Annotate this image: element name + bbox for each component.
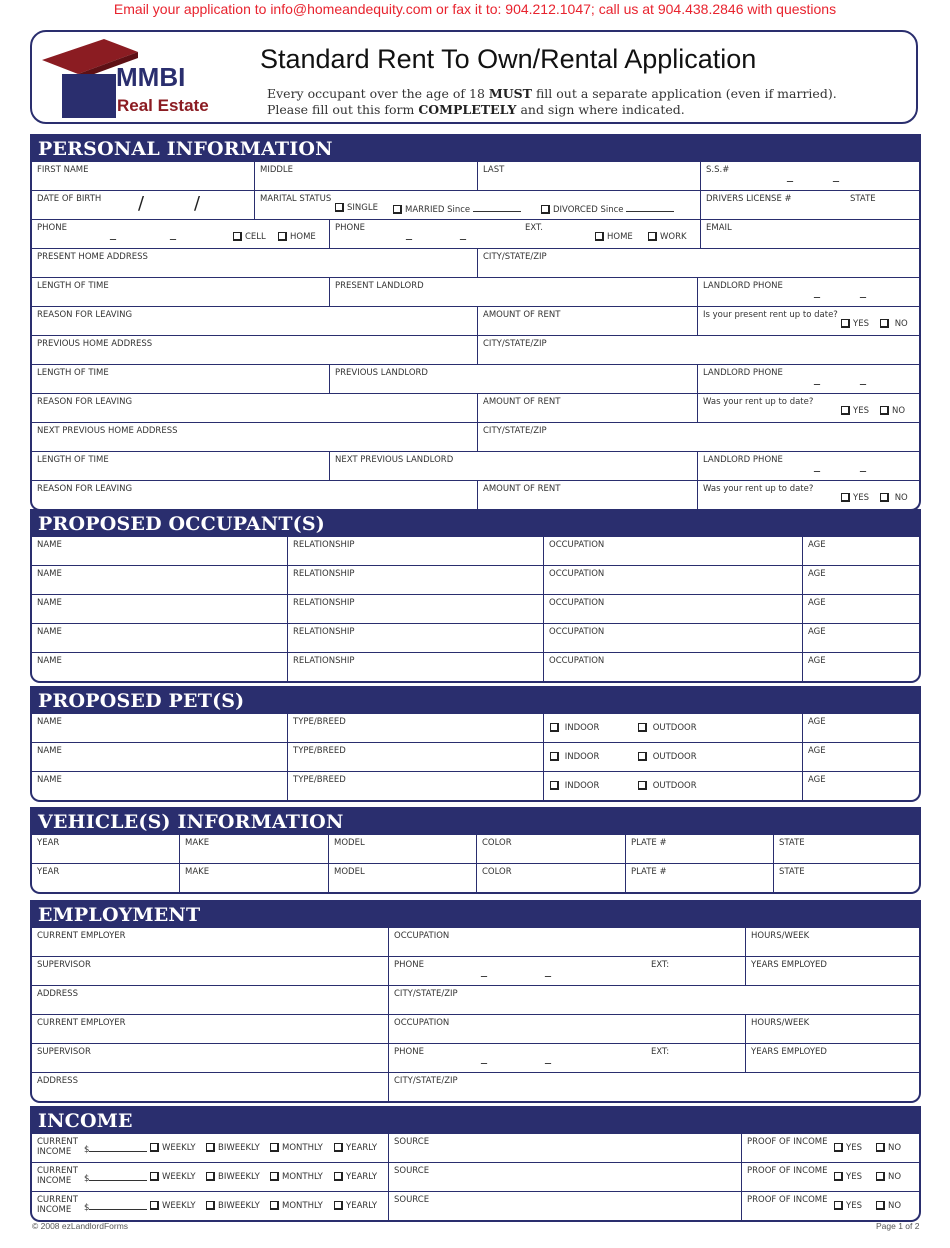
current-income-field[interactable]: CURRENT INCOME $ WEEKLY BIWEEKLY MONTHLY YEARLY bbox=[32, 1192, 389, 1220]
occupant-name-field[interactable]: NAME bbox=[32, 653, 288, 681]
vehicles-section bbox=[30, 807, 921, 894]
contact-notice: Email your application to info@homeandequity.com or fax it to: 904.212.1047; call us at 904.438.2846 with questions bbox=[113, 1, 837, 17]
next-previous-city-field[interactable]: CITY/STATE/ZIP bbox=[483, 426, 547, 436]
previous-landlord-field[interactable]: PREVIOUS LANDLORD bbox=[330, 365, 698, 393]
pet-name-field[interactable]: NAME bbox=[32, 743, 288, 771]
vehicle-plate-field[interactable]: PLATE # bbox=[626, 864, 774, 892]
employment-section bbox=[30, 900, 921, 1103]
page-title: Standard Rent To Own/Rental Application bbox=[260, 44, 757, 74]
email-field[interactable]: EMAIL bbox=[706, 223, 732, 233]
present-rent-current-field: Is your present rent up to date? YES NO bbox=[703, 310, 908, 329]
section-header: PROPOSED PET(S) bbox=[32, 686, 919, 714]
intro-line-1: Every occupant over the age of 18 MUST fill out a separate application (even if married). bbox=[267, 86, 837, 101]
employer-city-field[interactable]: CITY/STATE/ZIP bbox=[394, 989, 458, 999]
employer-phone-field[interactable]: PHONE _ _ EXT: bbox=[389, 1044, 746, 1072]
first-name-field[interactable]: FIRST NAME bbox=[32, 162, 255, 190]
occupant-name-field[interactable]: NAME bbox=[32, 537, 288, 565]
vehicle-model-field[interactable]: MODEL bbox=[329, 835, 477, 863]
home-checkbox-2[interactable]: HOME bbox=[595, 232, 633, 242]
present-yes-checkbox[interactable]: YES bbox=[841, 319, 869, 329]
previous-landlord-phone-field[interactable]: LANDLORD PHONE _ _ bbox=[703, 368, 866, 385]
outdoor-checkbox[interactable]: OUTDOOR bbox=[638, 723, 697, 733]
income-section bbox=[30, 1106, 921, 1222]
supervisor-field[interactable]: SUPERVISOR bbox=[32, 957, 389, 985]
pet-type-field[interactable]: TYPE/BREED bbox=[288, 772, 544, 800]
section-header: PERSONAL INFORMATION bbox=[32, 134, 919, 162]
next-previous-landlord-field[interactable]: NEXT PREVIOUS LANDLORD bbox=[330, 452, 698, 480]
vehicle-state-field[interactable]: STATE bbox=[779, 867, 805, 877]
hours-week-field[interactable]: HOURS/WEEK bbox=[751, 931, 810, 941]
proof-no-checkbox[interactable]: NO bbox=[876, 1143, 901, 1153]
occupant-name-field[interactable]: NAME bbox=[32, 595, 288, 623]
indoor-checkbox[interactable]: INDOOR bbox=[550, 781, 599, 791]
occupant-row bbox=[32, 566, 919, 595]
weekly-checkbox[interactable]: WEEKLY bbox=[150, 1172, 196, 1182]
middle-name-field[interactable]: MIDDLE bbox=[255, 162, 478, 190]
occupant-name-field[interactable]: NAME bbox=[32, 566, 288, 594]
pet-age-field[interactable]: AGE bbox=[808, 775, 826, 785]
monthly-checkbox[interactable]: MONTHLY bbox=[270, 1143, 323, 1153]
next-previous-landlord-phone-field[interactable]: LANDLORD PHONE _ _ bbox=[703, 455, 866, 472]
pet-age-field[interactable]: AGE bbox=[808, 717, 826, 727]
date-of-birth-field[interactable]: DATE OF BIRTH / / bbox=[32, 191, 255, 219]
pet-type-field[interactable]: TYPE/BREED bbox=[288, 714, 544, 742]
monthly-checkbox[interactable]: MONTHLY bbox=[270, 1201, 323, 1211]
occupant-row bbox=[32, 624, 919, 653]
present-rent-field[interactable]: AMOUNT OF RENT bbox=[478, 307, 698, 335]
employer-address-field[interactable]: ADDRESS bbox=[32, 1073, 389, 1101]
yearly-checkbox[interactable]: YEARLY bbox=[334, 1201, 377, 1211]
employer-address-field[interactable]: ADDRESS bbox=[32, 986, 389, 1014]
indoor-checkbox[interactable]: INDOOR bbox=[550, 723, 599, 733]
vehicle-model-field[interactable]: MODEL bbox=[329, 864, 477, 892]
next-previous-no-checkbox[interactable]: NO bbox=[880, 493, 908, 503]
occupant-name-field[interactable]: NAME bbox=[32, 624, 288, 652]
next-previous-rent-current-field: Was your rent up to date? YES NO bbox=[703, 484, 908, 503]
proposed-occupants-section bbox=[30, 509, 921, 683]
biweekly-checkbox[interactable]: BIWEEKLY bbox=[206, 1201, 260, 1211]
proof-yes-checkbox[interactable]: YES bbox=[834, 1143, 862, 1153]
present-length-field[interactable]: LENGTH OF TIME bbox=[32, 278, 330, 306]
intro-line-2: Please fill out this form COMPLETELY and sign where indicated. bbox=[267, 102, 685, 117]
weekly-checkbox[interactable]: WEEKLY bbox=[150, 1201, 196, 1211]
next-previous-length-field[interactable]: LENGTH OF TIME bbox=[32, 452, 330, 480]
vehicle-year-field[interactable]: YEAR bbox=[32, 864, 180, 892]
occupant-relationship-field[interactable]: RELATIONSHIP bbox=[288, 537, 544, 565]
next-previous-reason-field[interactable]: REASON FOR LEAVING bbox=[32, 481, 478, 509]
occupant-age-field[interactable]: AGE bbox=[808, 598, 826, 608]
divorced-checkbox[interactable]: DIVORCED Since bbox=[541, 203, 674, 215]
home-checkbox[interactable]: HOME bbox=[278, 232, 316, 242]
vehicle-make-field[interactable]: MAKE bbox=[180, 835, 329, 863]
yearly-checkbox[interactable]: YEARLY bbox=[334, 1172, 377, 1182]
pet-name-field[interactable]: NAME bbox=[32, 772, 288, 800]
vehicle-plate-field[interactable]: PLATE # bbox=[626, 835, 774, 863]
pet-location-field bbox=[544, 714, 803, 742]
occupant-age-field[interactable]: AGE bbox=[808, 540, 826, 550]
present-no-checkbox[interactable]: NO bbox=[880, 319, 908, 329]
previous-address-field[interactable]: PREVIOUS HOME ADDRESS bbox=[32, 336, 478, 364]
occupant-relationship-field[interactable]: RELATIONSHIP bbox=[288, 624, 544, 652]
married-checkbox[interactable]: MARRIED Since bbox=[393, 203, 521, 215]
pet-name-field[interactable]: NAME bbox=[32, 714, 288, 742]
work-checkbox[interactable]: WORK bbox=[648, 232, 687, 242]
income-row bbox=[32, 1192, 919, 1220]
employment-occupation-field[interactable]: OCCUPATION bbox=[389, 928, 746, 956]
next-previous-address-field[interactable]: NEXT PREVIOUS HOME ADDRESS bbox=[32, 423, 478, 451]
marital-status-field: MARITAL STATUS SINGLE MARRIED Since DIVORCED Since bbox=[255, 191, 701, 219]
proof-of-income-field: PROOF OF INCOME YES NO bbox=[747, 1195, 902, 1211]
vehicle-year-field[interactable]: YEAR bbox=[32, 835, 180, 863]
income-source-field[interactable]: SOURCE bbox=[389, 1192, 742, 1220]
copyright-footer: © 2008 ezLandlordForms bbox=[32, 1221, 129, 1231]
income-source-field[interactable]: SOURCE bbox=[389, 1163, 742, 1191]
single-checkbox[interactable]: SINGLE bbox=[335, 203, 378, 213]
supervisor-field[interactable]: SUPERVISOR bbox=[32, 1044, 389, 1072]
monthly-checkbox[interactable]: MONTHLY bbox=[270, 1172, 323, 1182]
proof-of-income-field: PROOF OF INCOME YES NO bbox=[747, 1166, 902, 1182]
vehicle-color-field[interactable]: COLOR bbox=[477, 835, 626, 863]
present-reason-field[interactable]: REASON FOR LEAVING bbox=[32, 307, 478, 335]
weekly-checkbox[interactable]: WEEKLY bbox=[150, 1143, 196, 1153]
vehicle-row bbox=[32, 864, 919, 892]
occupant-row bbox=[32, 595, 919, 624]
personal-information-section bbox=[30, 134, 921, 511]
present-landlord-field[interactable]: PRESENT LANDLORD bbox=[330, 278, 698, 306]
occupant-row bbox=[32, 653, 919, 681]
yearly-checkbox[interactable]: YEARLY bbox=[334, 1143, 377, 1153]
pet-row bbox=[32, 743, 919, 772]
ssn-field[interactable]: S.S.# _ _ bbox=[706, 165, 839, 182]
income-row bbox=[32, 1163, 919, 1192]
occupant-relationship-field[interactable]: RELATIONSHIP bbox=[288, 566, 544, 594]
occupant-relationship-field[interactable]: RELATIONSHIP bbox=[288, 595, 544, 623]
years-employed-field[interactable]: YEARS EMPLOYED bbox=[751, 960, 827, 970]
drivers-license-field[interactable]: DRIVERS LICENSE # STATE bbox=[706, 194, 876, 204]
vehicle-color-field[interactable]: COLOR bbox=[477, 864, 626, 892]
current-income-field[interactable]: CURRENT INCOME $ WEEKLY BIWEEKLY MONTHLY YEARLY bbox=[32, 1163, 389, 1191]
proof-no-checkbox[interactable]: NO bbox=[876, 1172, 901, 1182]
hours-week-field[interactable]: HOURS/WEEK bbox=[751, 1018, 810, 1028]
pet-age-field[interactable]: AGE bbox=[808, 746, 826, 756]
cell-checkbox[interactable]: CELL bbox=[233, 232, 266, 242]
present-city-field[interactable]: CITY/STATE/ZIP bbox=[483, 252, 547, 262]
pet-row bbox=[32, 714, 919, 743]
outdoor-checkbox[interactable]: OUTDOOR bbox=[638, 781, 697, 791]
vehicle-row bbox=[32, 835, 919, 864]
logo-word-mmbi: MMBI bbox=[116, 62, 186, 92]
occupant-age-field[interactable]: AGE bbox=[808, 627, 826, 637]
outdoor-checkbox[interactable]: OUTDOOR bbox=[638, 752, 697, 762]
biweekly-checkbox[interactable]: BIWEEKLY bbox=[206, 1172, 260, 1182]
last-name-field[interactable]: LAST bbox=[478, 162, 701, 190]
vehicle-make-field[interactable]: MAKE bbox=[180, 864, 329, 892]
section-header: VEHICLE(S) INFORMATION bbox=[32, 807, 919, 835]
indoor-checkbox[interactable]: INDOOR bbox=[550, 752, 599, 762]
occupant-occupation-field[interactable]: OCCUPATION bbox=[544, 537, 803, 565]
years-employed-field[interactable]: YEARS EMPLOYED bbox=[751, 1047, 827, 1057]
previous-rent-field[interactable]: AMOUNT OF RENT bbox=[478, 394, 698, 422]
occupant-age-field[interactable]: AGE bbox=[808, 656, 826, 666]
previous-reason-field[interactable]: REASON FOR LEAVING bbox=[32, 394, 478, 422]
occupant-relationship-field[interactable]: RELATIONSHIP bbox=[288, 653, 544, 681]
occupant-occupation-field[interactable]: OCCUPATION bbox=[544, 624, 803, 652]
pet-location-field bbox=[544, 743, 803, 771]
employment-occupation-field[interactable]: OCCUPATION bbox=[389, 1015, 746, 1043]
occupant-row bbox=[32, 537, 919, 566]
section-header: EMPLOYMENT bbox=[32, 900, 919, 928]
page-number: Page 1 of 2 bbox=[876, 1221, 920, 1231]
occupant-occupation-field[interactable]: OCCUPATION bbox=[544, 566, 803, 594]
phone-ext-field[interactable]: PHONE _ _ EXT. HOME WORK bbox=[330, 220, 701, 248]
proof-no-checkbox[interactable]: NO bbox=[876, 1201, 901, 1211]
previous-length-field[interactable]: LENGTH OF TIME bbox=[32, 365, 330, 393]
present-landlord-phone-field[interactable]: LANDLORD PHONE _ _ bbox=[703, 281, 866, 298]
logo-word-real-estate: Real Estate bbox=[117, 96, 209, 115]
employer-city-field[interactable]: CITY/STATE/ZIP bbox=[394, 1076, 458, 1086]
present-address-field[interactable]: PRESENT HOME ADDRESS bbox=[32, 249, 478, 277]
current-employer-field[interactable]: CURRENT EMPLOYER bbox=[32, 928, 389, 956]
previous-rent-current-field: Was your rent up to date? YES NO bbox=[703, 397, 906, 416]
phone-cell-field[interactable]: PHONE _ _ CELL HOME bbox=[32, 220, 330, 248]
income-source-field[interactable]: SOURCE bbox=[389, 1134, 742, 1162]
proof-yes-checkbox[interactable]: YES bbox=[834, 1201, 862, 1211]
occupant-age-field[interactable]: AGE bbox=[808, 569, 826, 579]
previous-no-checkbox[interactable]: NO bbox=[880, 406, 905, 416]
previous-yes-checkbox[interactable]: YES bbox=[841, 406, 869, 416]
employer-phone-field[interactable]: PHONE _ _ EXT: bbox=[389, 957, 746, 985]
vehicle-state-field[interactable]: STATE bbox=[779, 838, 805, 848]
occupant-occupation-field[interactable]: OCCUPATION bbox=[544, 653, 803, 681]
section-header: PROPOSED OCCUPANT(S) bbox=[32, 509, 919, 537]
mmbi-logo bbox=[38, 34, 260, 124]
current-employer-field[interactable]: CURRENT EMPLOYER bbox=[32, 1015, 389, 1043]
proof-of-income-field: PROOF OF INCOME YES NO bbox=[747, 1137, 902, 1153]
proof-yes-checkbox[interactable]: YES bbox=[834, 1172, 862, 1182]
previous-city-field[interactable]: CITY/STATE/ZIP bbox=[483, 339, 547, 349]
next-previous-yes-checkbox[interactable]: YES bbox=[841, 493, 869, 503]
next-previous-rent-field[interactable]: AMOUNT OF RENT bbox=[478, 481, 698, 509]
current-income-field[interactable]: CURRENT INCOME $ WEEKLY BIWEEKLY MONTHLY YEARLY bbox=[32, 1134, 389, 1162]
pet-row bbox=[32, 772, 919, 800]
pet-location-field bbox=[544, 772, 803, 800]
biweekly-checkbox[interactable]: BIWEEKLY bbox=[206, 1143, 260, 1153]
proposed-pets-section bbox=[30, 686, 921, 802]
pet-type-field[interactable]: TYPE/BREED bbox=[288, 743, 544, 771]
occupant-occupation-field[interactable]: OCCUPATION bbox=[544, 595, 803, 623]
income-row bbox=[32, 1134, 919, 1163]
section-header: INCOME bbox=[32, 1106, 919, 1134]
